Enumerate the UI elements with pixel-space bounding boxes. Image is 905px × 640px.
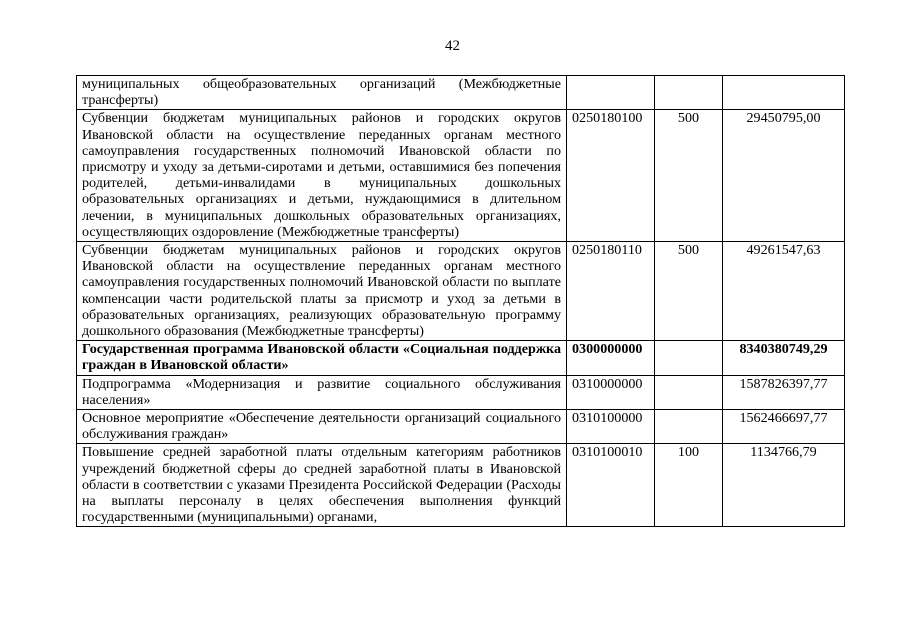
row-expense-type: [655, 341, 723, 375]
row-expense-type: 100: [655, 444, 723, 527]
page-number: 42: [445, 38, 460, 54]
row-name: Субвенции бюджетам муниципальных районов и городских округов Ивановской области на осуществление переданных органам местного самоуправления государственных полномочий Ивановской области по присмотру и уходу за детьми-сиротами и детьми, оставшимися без попечения родителей, детьми-инвалидами в муниципальных дошкольных образовательных организациях и детьми, нуждающимися в длительном лечении, в муниципальных дошкольных образовательных организациях, осуществляющих оздоровление (Межбюджетные трансферты): [77, 110, 567, 242]
row-expense-type: [655, 375, 723, 409]
row-code: 0250180110: [567, 242, 655, 341]
table-row: [77, 76, 845, 110]
row-expense-type: [655, 76, 723, 110]
row-code: 0310100000: [567, 410, 655, 444]
row-code: 0300000000: [567, 341, 655, 375]
table-row: [77, 410, 845, 444]
table-row: [77, 110, 845, 242]
row-expense-type: 500: [655, 110, 723, 242]
row-code: 0310100010: [567, 444, 655, 527]
row-amount: 1134766,79: [723, 444, 845, 527]
row-code: 0310000000: [567, 375, 655, 409]
row-amount: 49261547,63: [723, 242, 845, 341]
table-row: [77, 375, 845, 409]
row-amount: 1562466697,77: [723, 410, 845, 444]
row-amount: 29450795,00: [723, 110, 845, 242]
row-name: Повышение средней заработной платы отдельным категориям работников учреждений бюджетной сферы до средней заработной платы в Ивановской области в соответствии с указами Президента Российской Федерации (Расходы на выплаты персоналу в целях обеспечения выполнения функций государственными (муниципальными) органами,: [77, 444, 567, 527]
budget-table: [76, 75, 845, 527]
table-row: [77, 444, 845, 527]
table-row: [77, 242, 845, 341]
row-name: Основное мероприятие «Обеспечение деятельности организаций социального обслуживания граждан»: [77, 410, 567, 444]
row-expense-type: 500: [655, 242, 723, 341]
row-code: [567, 76, 655, 110]
row-name: Государственная программа Ивановской области «Социальная поддержка граждан в Ивановской области»: [77, 341, 567, 375]
table-row-program: [77, 341, 845, 375]
row-name: Субвенции бюджетам муниципальных районов и городских округов Ивановской области на осуществление переданных органам местного самоуправления государственных полномочий Ивановской области по выплате компенсации части родительской платы за присмотр и уход за детьми в образовательных организациях, реализующих образовательную программу дошкольного образования (Межбюджетные трансферты): [77, 242, 567, 341]
row-amount: 1587826397,77: [723, 375, 845, 409]
row-expense-type: [655, 410, 723, 444]
row-code: 0250180100: [567, 110, 655, 242]
row-name: Подпрограмма «Модернизация и развитие социального обслуживания населения»: [77, 375, 567, 409]
row-name: муниципальных общеобразовательных организаций (Межбюджетные трансферты): [77, 76, 567, 110]
row-amount: 8340380749,29: [723, 341, 845, 375]
row-amount: [723, 76, 845, 110]
